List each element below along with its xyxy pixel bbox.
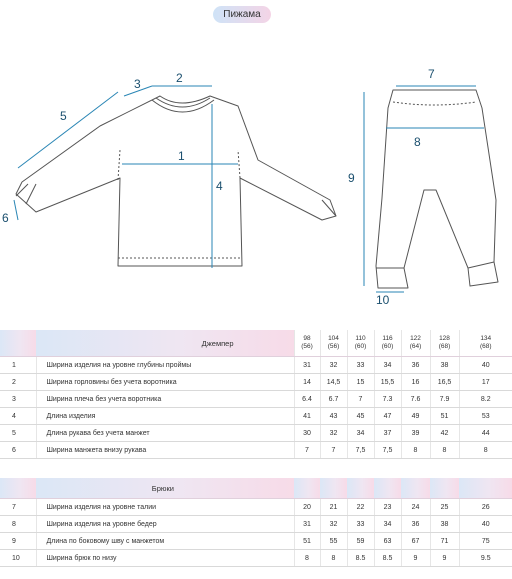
table-row: 10 Ширина брюк по низу 8 8 8.5 8.5 9 9 9.5 <box>0 550 512 567</box>
dim-label-9: 9 <box>348 171 355 185</box>
pants-header-row <box>0 478 512 499</box>
pants-cuffs <box>376 262 494 268</box>
page-title: Пижама <box>213 6 271 23</box>
size-col-134: 134 (68) <box>459 330 512 357</box>
size-col-122: 122 (64) <box>401 330 430 357</box>
dim-label-3: 3 <box>134 77 141 91</box>
size-col-110: 110 (60) <box>347 330 374 357</box>
size-col-128: 128 (68) <box>430 330 459 357</box>
pants-header: Брюки <box>36 478 294 499</box>
pants-waistband <box>393 102 476 105</box>
sweater-collar <box>152 98 214 112</box>
table-row: 7 Ширина изделия на уровне талии 20 21 22 23 24 25 26 <box>0 499 512 516</box>
dim-label-2: 2 <box>176 71 183 85</box>
dim-label-7: 7 <box>428 67 435 81</box>
table-row: 9 Длина по боковому шву с манжетом 51 55 59 63 67 71 75 <box>0 533 512 550</box>
table-row: 6 Ширина манжета внизу рукава 7 7 7,5 7,5 8 8 8 <box>0 442 512 459</box>
dim-label-4: 4 <box>216 179 223 193</box>
dim-label-8: 8 <box>414 135 421 149</box>
size-col-104: 104 (56) <box>320 330 347 357</box>
pants-table <box>0 478 512 567</box>
jumper-header-row <box>0 330 512 357</box>
jumper-table <box>0 330 512 459</box>
size-col-116: 116 (60) <box>374 330 401 357</box>
pants-outline <box>376 90 498 288</box>
jumper-header: Джемпер <box>36 330 294 357</box>
dim-label-6: 6 <box>2 211 9 225</box>
table-row: 8 Ширина изделия на уровне бедер 31 32 33 34 36 38 40 <box>0 516 512 533</box>
dim-label-1: 1 <box>178 149 185 163</box>
size-col-98: 98 (56) <box>294 330 320 357</box>
table-row: 2 Ширина горловины без учета воротника 14 14,5 15 15,5 16 16,5 17 <box>0 374 512 391</box>
table-row: 3 Ширина плеча без учета воротника 6.4 6.7 7 7.3 7.6 7.9 8.2 <box>0 391 512 408</box>
table-row: 4 Длина изделия 41 43 45 47 49 51 53 <box>0 408 512 425</box>
dim-label-5: 5 <box>60 109 67 123</box>
dim-label-10: 10 <box>376 293 390 307</box>
sweater-cuff-right <box>322 200 336 216</box>
table-row: 1 Ширина изделия на уровне глубины проймы 31 32 33 34 36 38 40 <box>0 357 512 374</box>
table-row: 5 Длина рукава без учета манжет 30 32 34 37 39 42 44 <box>0 425 512 442</box>
